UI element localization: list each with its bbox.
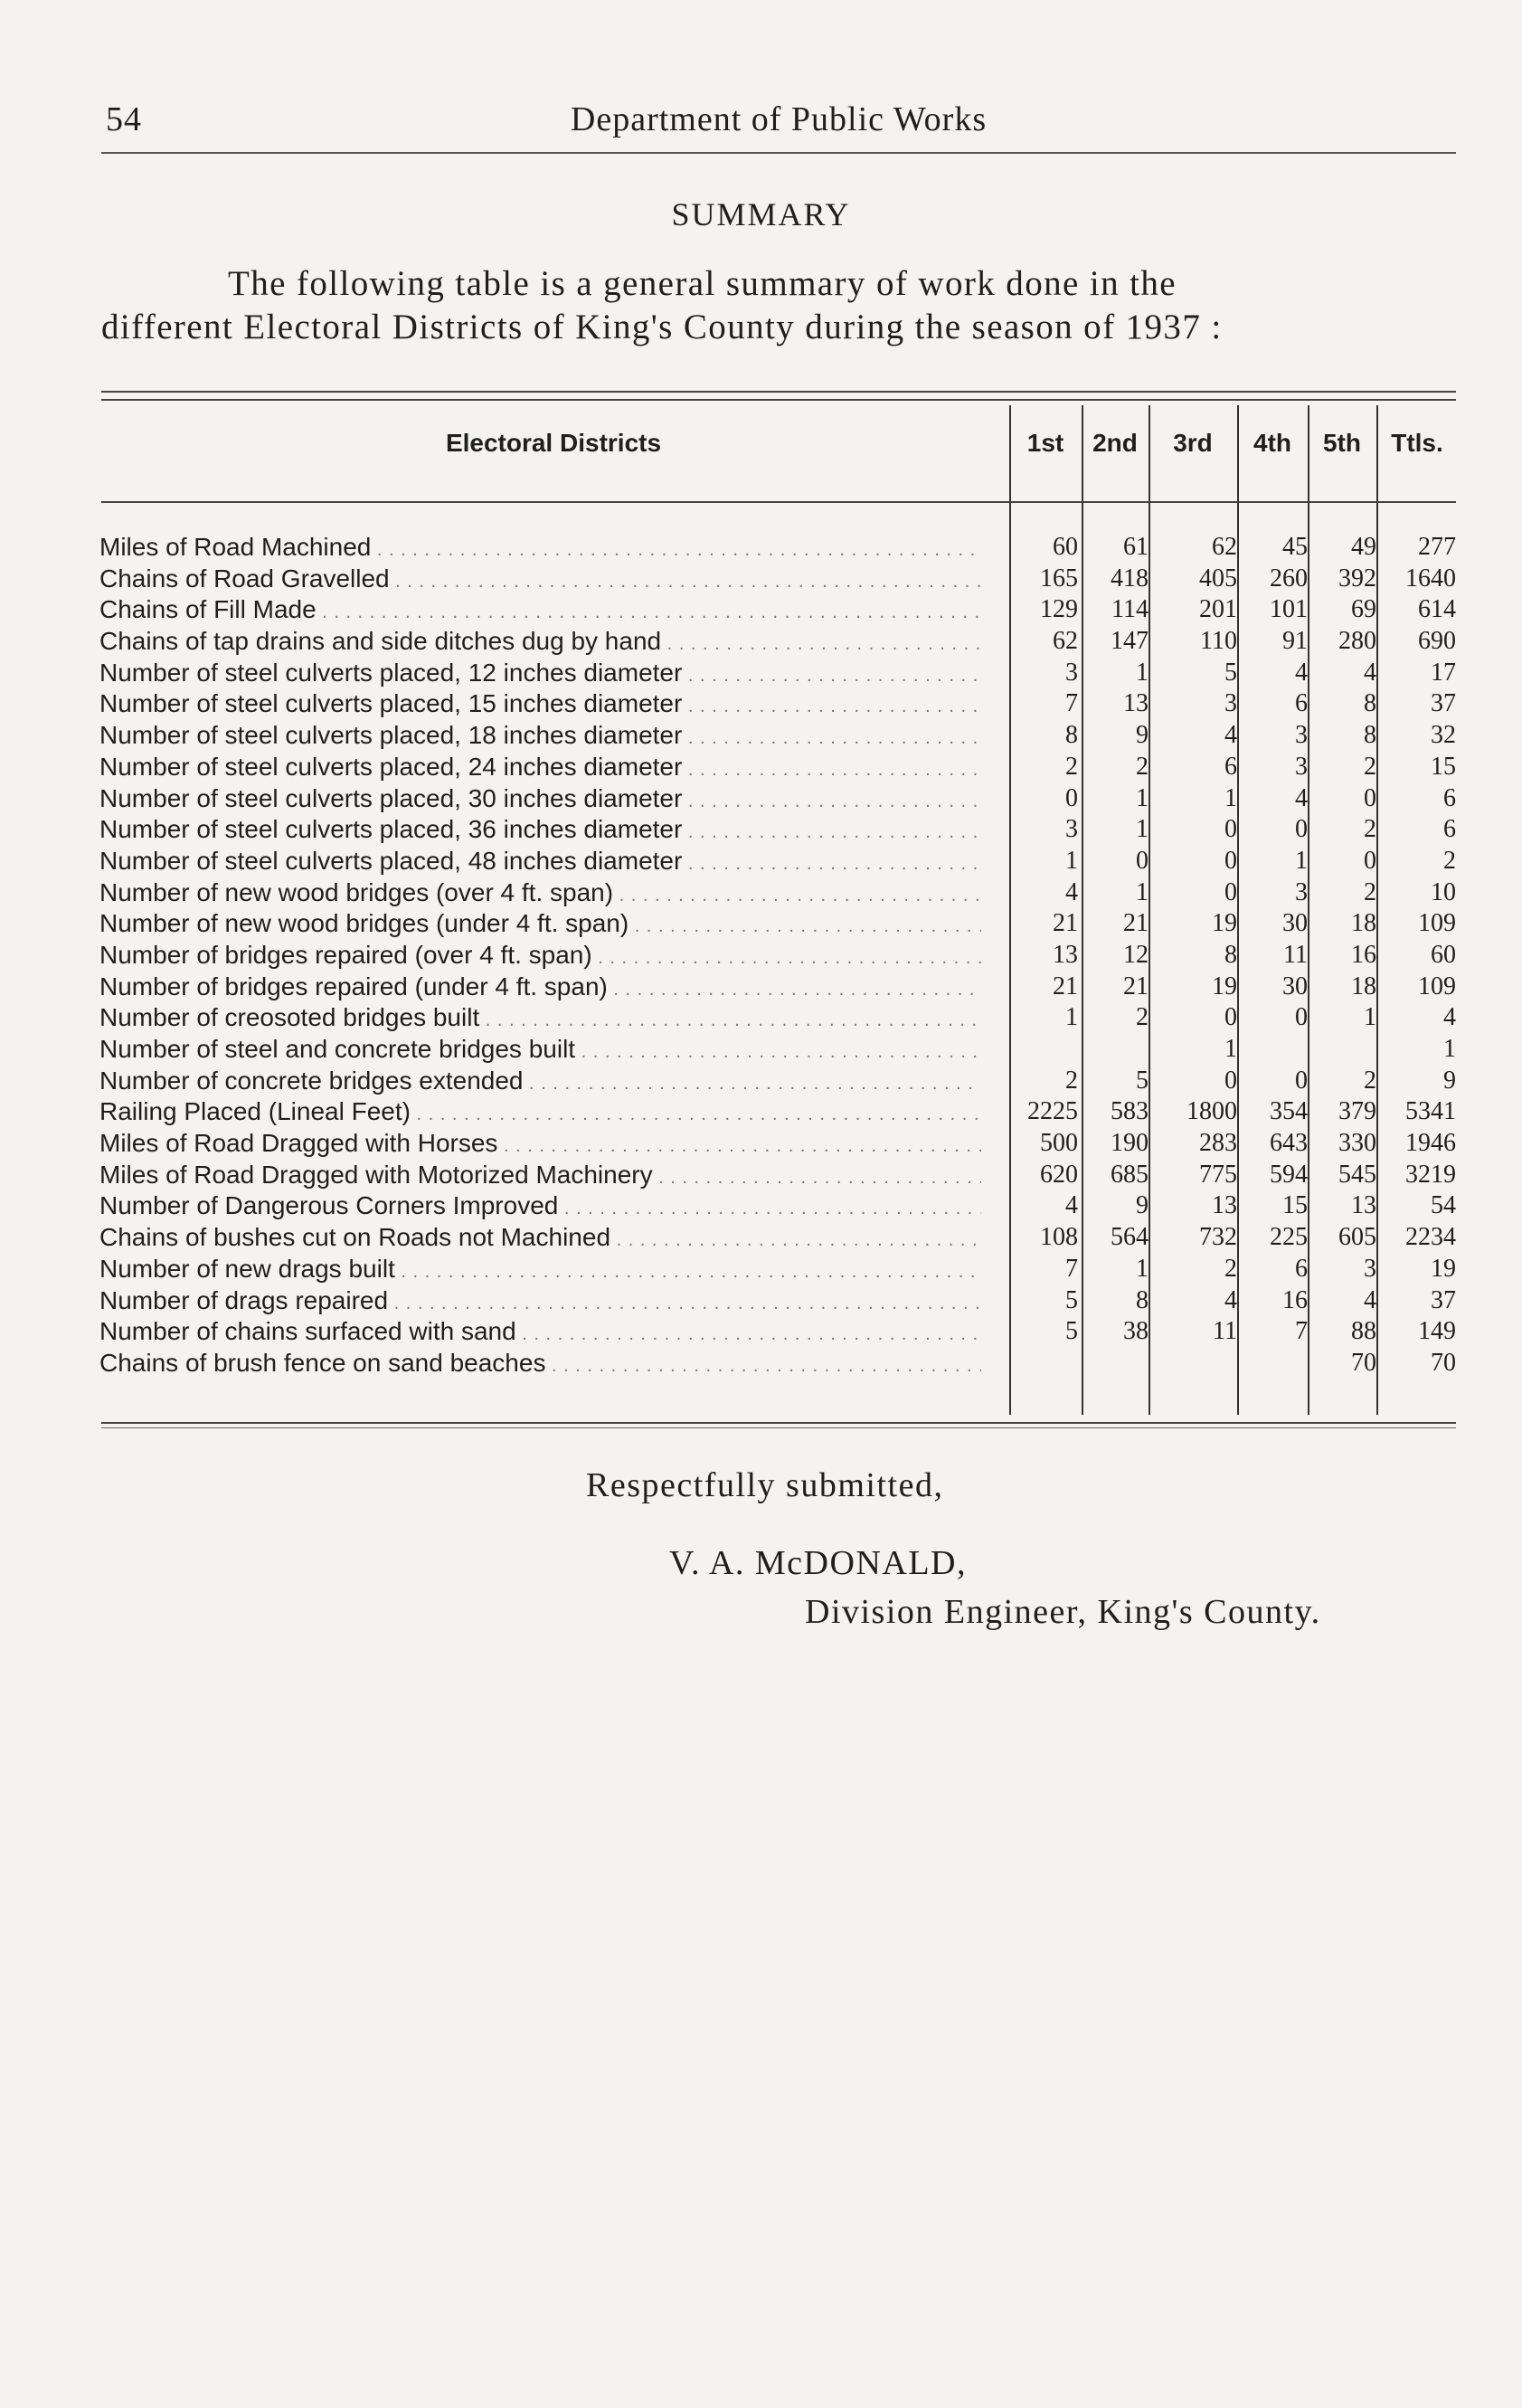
column-header-4th: 4th [1253, 429, 1291, 457]
closing-line: Respectfully submitted, [586, 1466, 944, 1504]
row-value: 4 [1065, 877, 1078, 906]
row-value: 2 [1065, 752, 1078, 781]
row-value: 13 [1212, 1191, 1237, 1220]
row-value: 1 [1364, 1003, 1376, 1032]
row-value: 6 [1224, 752, 1237, 781]
row-value: 37 [1431, 1285, 1456, 1314]
row-value: 190 [1111, 1129, 1149, 1158]
row-value: 5 [1224, 658, 1237, 687]
row-value: 1 [1065, 1003, 1078, 1032]
row-value: 4 [1224, 1285, 1237, 1314]
row-value: 110 [1200, 627, 1237, 656]
row-value: 8 [1224, 940, 1237, 969]
row-value: 114 [1111, 595, 1149, 624]
row-value: 19 [1212, 909, 1237, 938]
table-row [99, 752, 1456, 783]
table-row [99, 908, 1456, 940]
row-value: 225 [1270, 1223, 1308, 1252]
row-value: 12 [1123, 940, 1149, 969]
row-value: 101 [1270, 595, 1308, 624]
intro-line-1: The following table is a general summary of work done in the [228, 264, 1177, 303]
row-value: 13 [1351, 1191, 1376, 1220]
row-value: 277 [1418, 533, 1456, 561]
header-rule [101, 152, 1456, 154]
row-value: 545 [1338, 1160, 1376, 1189]
row-value: 4 [1295, 658, 1308, 687]
row-value: 21 [1123, 972, 1149, 1000]
row-value: 0 [1224, 1066, 1237, 1095]
table-row [99, 564, 1456, 595]
row-value: 0 [1224, 846, 1237, 875]
row-value: 21 [1123, 909, 1149, 938]
row-value: 620 [1040, 1160, 1078, 1189]
table-row [99, 846, 1456, 877]
row-value: 30 [1282, 972, 1308, 1000]
row-value: 0 [1224, 815, 1237, 844]
row-label: Miles of Road Dragged with Motorized Machinery . . . [99, 1160, 981, 1194]
row-value: 3 [1364, 1254, 1376, 1283]
row-value: 775 [1199, 1160, 1237, 1189]
row-label: Number of steel culverts placed, 36 inches diameter . . . [99, 814, 981, 848]
row-value: 45 [1282, 533, 1308, 561]
table-row [99, 1222, 1456, 1254]
row-value: 30 [1282, 909, 1308, 938]
row-label: Miles of Road Machined . . . [99, 532, 981, 566]
row-value: 70 [1351, 1348, 1376, 1377]
table-row [99, 1316, 1456, 1348]
row-value: 38 [1123, 1317, 1149, 1346]
row-label: Number of steel culverts placed, 18 inches diameter . . . [99, 720, 981, 754]
row-value: 1640 [1405, 564, 1456, 593]
row-value: 8 [1364, 721, 1376, 750]
row-label: Chains of tap drains and side ditches dug by hand . . . [99, 626, 981, 660]
row-value: 0 [1364, 783, 1376, 812]
row-value: 5 [1136, 1066, 1149, 1095]
row-value: 3 [1295, 877, 1308, 906]
row-value: 61 [1123, 533, 1149, 561]
row-value: 2 [1443, 846, 1456, 875]
table-row [99, 1160, 1456, 1191]
row-value: 91 [1282, 627, 1308, 656]
row-value: 201 [1199, 595, 1237, 624]
column-header-5th: 5th [1323, 429, 1361, 457]
row-value: 60 [1053, 533, 1078, 561]
row-label: Number of concrete bridges extended . . . [99, 1066, 981, 1100]
row-value: 49 [1351, 533, 1376, 561]
row-value: 1 [1065, 846, 1078, 875]
row-value: 583 [1111, 1097, 1149, 1126]
row-value: 3 [1224, 689, 1237, 718]
row-value: 4 [1443, 1003, 1456, 1032]
row-value: 8 [1364, 689, 1376, 718]
row-label: Number of steel culverts placed, 30 inches diameter . . . [99, 783, 981, 818]
row-value: 129 [1040, 595, 1078, 624]
row-value: 5341 [1405, 1097, 1456, 1126]
row-value: 1 [1136, 1254, 1149, 1283]
row-value: 690 [1418, 627, 1456, 656]
row-value: 4 [1224, 721, 1237, 750]
row-value: 9 [1443, 1066, 1456, 1095]
row-value: 21 [1053, 972, 1078, 1000]
row-value: 69 [1351, 595, 1376, 624]
row-label: Railing Placed (Lineal Feet) . . . [99, 1096, 981, 1131]
row-value: 0 [1295, 1066, 1308, 1095]
row-value: 0 [1136, 846, 1149, 875]
row-value: 685 [1111, 1160, 1149, 1189]
row-value: 9 [1136, 721, 1149, 750]
row-label: Number of chains surfaced with sand . . . [99, 1316, 981, 1351]
summary-heading: SUMMARY [671, 196, 851, 232]
row-label: Number of creosoted bridges built . . . [99, 1002, 981, 1037]
row-value: 32 [1431, 721, 1456, 750]
row-value: 10 [1431, 877, 1456, 906]
row-label: Miles of Road Dragged with Horses . . . [99, 1128, 981, 1162]
table-row [99, 1002, 1456, 1034]
row-value: 6 [1443, 783, 1456, 812]
row-value: 643 [1270, 1129, 1308, 1158]
row-value: 1800 [1186, 1097, 1237, 1126]
row-value: 2225 [1027, 1097, 1078, 1126]
row-value: 564 [1111, 1223, 1149, 1252]
row-value: 18 [1351, 972, 1376, 1000]
row-label: Number of steel culverts placed, 12 inches diameter . . . [99, 658, 981, 692]
row-value: 379 [1338, 1097, 1376, 1126]
row-value: 13 [1123, 689, 1149, 718]
row-value: 1 [1295, 846, 1308, 875]
row-value: 405 [1199, 564, 1237, 593]
row-value: 2 [1224, 1254, 1237, 1283]
table-row [99, 1254, 1456, 1285]
row-value: 2 [1364, 752, 1376, 781]
row-label: Chains of brush fence on sand beaches . . . [99, 1348, 981, 1382]
row-value: 19 [1431, 1254, 1456, 1283]
row-value: 1 [1136, 815, 1149, 844]
row-value: 19 [1212, 972, 1237, 1000]
row-value: 0 [1065, 783, 1078, 812]
table-row [99, 532, 1456, 564]
column-header-districts: Electoral Districts [445, 429, 662, 457]
row-value: 0 [1364, 846, 1376, 875]
row-label: Number of new wood bridges (over 4 ft. span) . . . [99, 877, 981, 912]
row-label: Number of new wood bridges (under 4 ft. span) . . . [99, 908, 981, 943]
row-value: 88 [1351, 1317, 1376, 1346]
row-value: 18 [1351, 909, 1376, 938]
row-value: 1 [1136, 877, 1149, 906]
row-value: 605 [1338, 1223, 1376, 1252]
row-label: Number of bridges repaired (under 4 ft. span) . . . [99, 972, 981, 1006]
row-label: Number of new drags built . . . [99, 1254, 981, 1288]
table-row [99, 783, 1456, 815]
column-header-1st: 1st [1026, 429, 1064, 457]
row-value: 15 [1282, 1191, 1308, 1220]
row-value: 4 [1364, 1285, 1376, 1314]
row-value: 15 [1431, 752, 1456, 781]
row-value: 6 [1295, 1254, 1308, 1283]
row-value: 70 [1431, 1348, 1456, 1377]
table-row [99, 1034, 1456, 1066]
row-value: 3 [1295, 721, 1308, 750]
row-label: Number of bridges repaired (over 4 ft. span) . . . [99, 940, 981, 974]
row-value: 7 [1065, 1254, 1078, 1283]
row-value: 1 [1224, 783, 1237, 812]
table-row [99, 1096, 1456, 1128]
row-value: 21 [1053, 909, 1078, 938]
table-row [99, 972, 1456, 1003]
row-value: 4 [1295, 783, 1308, 812]
table-bottom-rule [101, 1422, 1456, 1424]
row-value: 392 [1338, 564, 1376, 593]
column-header-3rd: 3rd [1173, 429, 1213, 457]
table-row [99, 1348, 1456, 1379]
row-value: 6 [1295, 689, 1308, 718]
row-value: 3 [1065, 815, 1078, 844]
row-value: 0 [1295, 1003, 1308, 1032]
row-value: 2 [1364, 1066, 1376, 1095]
row-label: Number of Dangerous Corners Improved . . . [99, 1190, 981, 1225]
row-value: 2 [1364, 815, 1376, 844]
intro-paragraph [101, 262, 1456, 349]
row-value: 60 [1431, 940, 1456, 969]
row-value: 2 [1136, 1003, 1149, 1032]
column-header-2nd: 2nd [1092, 429, 1138, 457]
row-value: 8 [1136, 1285, 1149, 1314]
row-value: 5 [1065, 1317, 1078, 1346]
row-value: 260 [1270, 564, 1308, 593]
row-label: Number of steel culverts placed, 48 inches diameter . . . [99, 846, 981, 880]
row-value: 1 [1136, 658, 1149, 687]
row-value: 13 [1053, 940, 1078, 969]
row-value: 3 [1295, 752, 1308, 781]
row-value: 500 [1040, 1129, 1078, 1158]
row-value: 3219 [1405, 1160, 1456, 1189]
row-value: 283 [1199, 1129, 1237, 1158]
signer-name: V. A. McDONALD, [669, 1544, 967, 1582]
row-value: 280 [1338, 627, 1376, 656]
table-row [99, 594, 1456, 626]
row-value: 109 [1418, 972, 1456, 1000]
row-value: 108 [1040, 1223, 1078, 1252]
table-row [99, 1128, 1456, 1160]
row-value: 2 [1136, 752, 1149, 781]
row-value: 4 [1065, 1191, 1078, 1220]
table-row [99, 626, 1456, 658]
row-value: 17 [1431, 658, 1456, 687]
table-row [99, 720, 1456, 752]
table-row [99, 940, 1456, 972]
row-label: Number of drags repaired . . . [99, 1285, 981, 1320]
row-label: Number of steel culverts placed, 24 inches diameter . . . [99, 752, 981, 786]
table-row [99, 688, 1456, 720]
row-value: 9 [1136, 1191, 1149, 1220]
row-value: 8 [1065, 721, 1078, 750]
row-label: Chains of bushes cut on Roads not Machined . . . [99, 1222, 981, 1256]
page-header [101, 96, 1456, 141]
row-value: 16 [1282, 1285, 1308, 1314]
table-row [99, 1066, 1456, 1097]
row-value: 11 [1283, 940, 1308, 969]
row-value: 2234 [1405, 1223, 1456, 1252]
row-value: 3 [1065, 658, 1078, 687]
row-value: 732 [1199, 1223, 1237, 1252]
row-label: Number of steel and concrete bridges built . . . [99, 1034, 981, 1068]
table-bottom-rule-inner [101, 1427, 1456, 1428]
row-value: 594 [1270, 1160, 1308, 1189]
signer-title: Division Engineer, King's County. [805, 1593, 1321, 1631]
row-value: 62 [1053, 627, 1078, 656]
table-header-rule [101, 501, 1456, 503]
row-value: 165 [1040, 564, 1078, 593]
row-label: Chains of Fill Made . . . [99, 594, 981, 629]
row-value: 109 [1418, 909, 1456, 938]
row-value: 1 [1136, 783, 1149, 812]
row-label: Chains of Road Gravelled . . . [99, 564, 981, 598]
row-value: 2 [1065, 1066, 1078, 1095]
row-label: Number of steel culverts placed, 15 inches diameter . . . [99, 688, 981, 723]
summary-table-body [99, 532, 1456, 1379]
row-value: 354 [1270, 1097, 1308, 1126]
row-value: 147 [1111, 627, 1149, 656]
column-header-totals: Ttls. [1391, 429, 1443, 457]
row-value: 0 [1295, 815, 1308, 844]
row-value: 54 [1431, 1191, 1456, 1220]
table-top-rule [101, 391, 1456, 393]
row-value: 7 [1065, 689, 1078, 718]
row-value: 149 [1418, 1317, 1456, 1346]
row-value: 16 [1351, 940, 1376, 969]
row-value: 0 [1224, 877, 1237, 906]
intro-line-2: different Electoral Districts of King's County during the season of 1937 : [101, 308, 1223, 346]
row-value: 7 [1295, 1317, 1308, 1346]
row-value: 6 [1443, 815, 1456, 844]
row-value: 1 [1224, 1035, 1237, 1063]
row-value: 2 [1364, 877, 1376, 906]
row-value: 5 [1065, 1285, 1078, 1314]
row-value: 1946 [1405, 1129, 1456, 1158]
table-row [99, 877, 1456, 909]
row-value: 11 [1213, 1317, 1237, 1346]
page-number: 54 [106, 100, 142, 138]
table-row [99, 1190, 1456, 1222]
table-top-rule-inner [101, 399, 1456, 401]
row-value: 1 [1443, 1035, 1456, 1063]
row-value: 0 [1224, 1003, 1237, 1032]
row-value: 614 [1418, 595, 1456, 624]
row-value: 330 [1338, 1129, 1376, 1158]
row-value: 62 [1212, 533, 1237, 561]
row-value: 4 [1364, 658, 1376, 687]
running-title: Department of Public Works [570, 100, 988, 138]
table-row [99, 658, 1456, 689]
row-value: 37 [1431, 689, 1456, 718]
row-value: 418 [1111, 564, 1149, 593]
table-row [99, 1285, 1456, 1317]
table-row [99, 814, 1456, 846]
